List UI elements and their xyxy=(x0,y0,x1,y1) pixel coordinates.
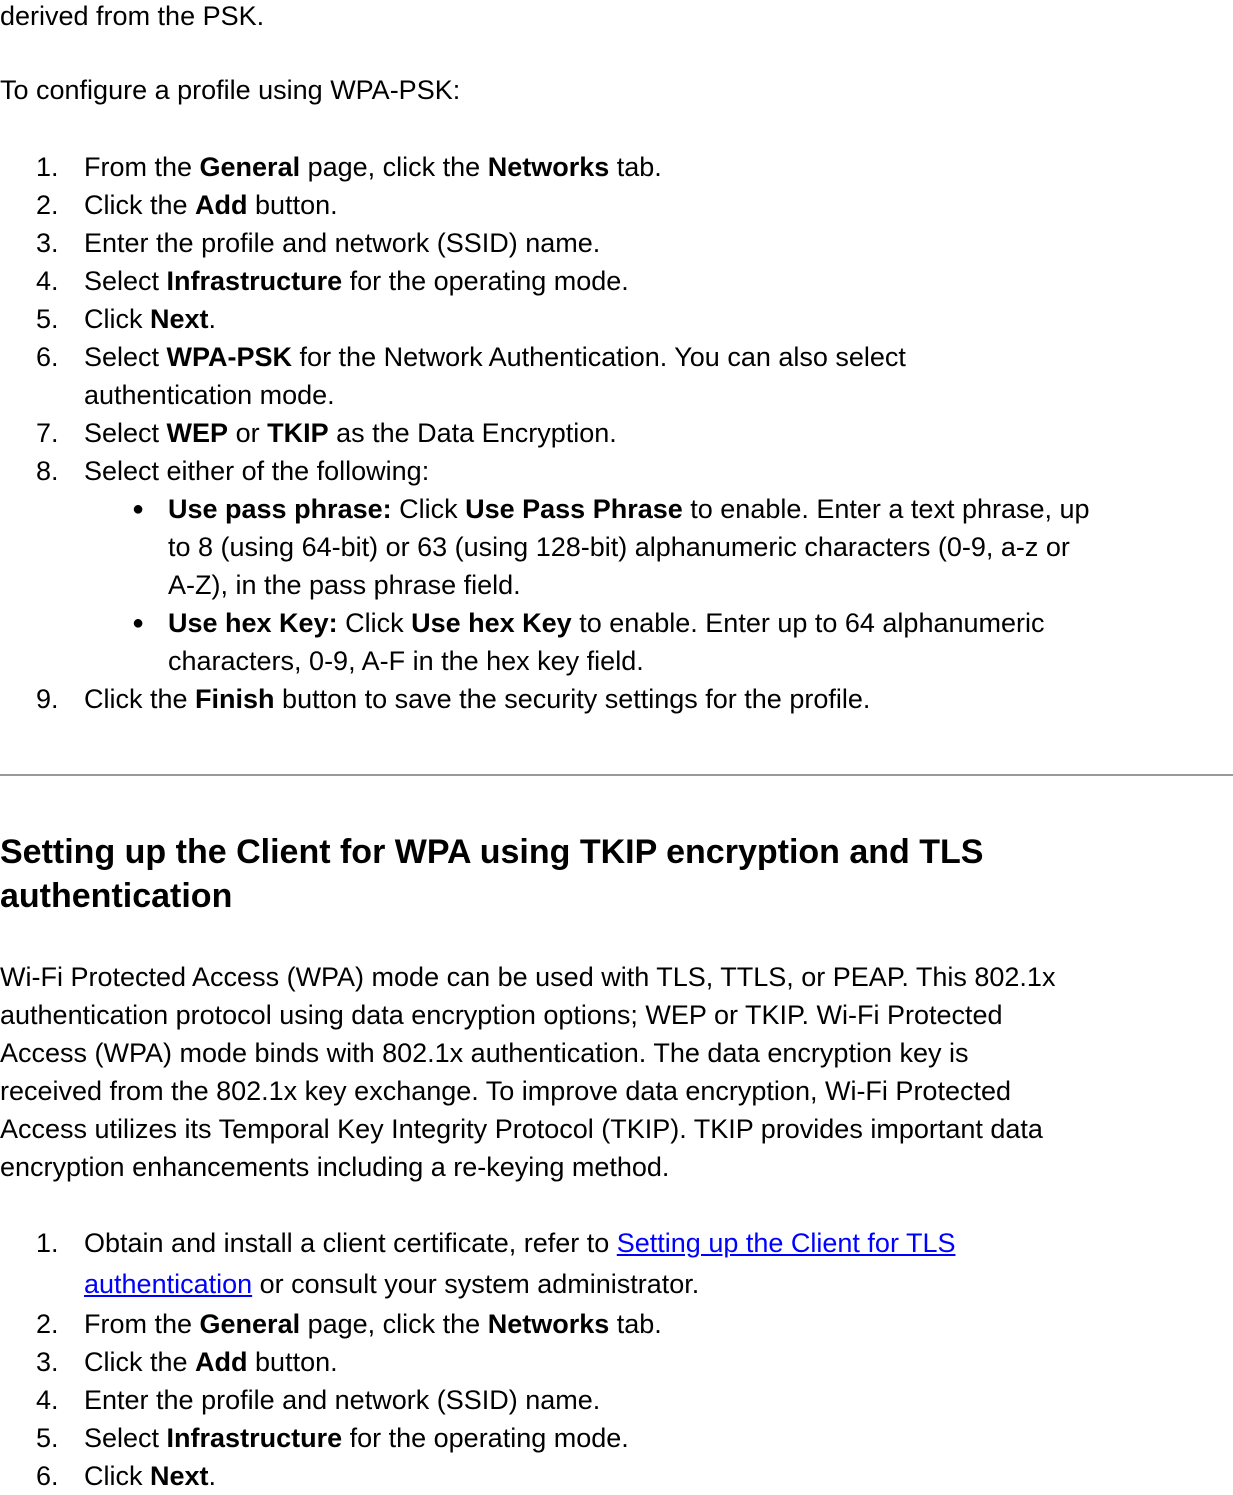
ui-term: Use hex Key: xyxy=(168,608,338,638)
ui-term: General xyxy=(199,1309,301,1339)
wpa-tls-steps xyxy=(0,1223,1233,1495)
list-item: 8. Select either of the following: ● Use pass phrase: Click Use Pass Phrase to enable. Enter a text phrase, up to 8 (using 64-bit) or 63 (using 128-bit) alphanumeric characters (0-9, a-z or A-Z), in the pass phrase field. ● Use hex Key: Click Use hex Key to enable. Enter up to 64 alphanumeric characters, 0-9, A-F in the hex key field. xyxy=(0,452,1233,680)
bullet-icon: ● xyxy=(132,498,145,520)
ui-term: Infrastructure xyxy=(166,1423,343,1453)
step-number: 5. xyxy=(36,304,59,334)
list-item: 3. Enter the profile and network (SSID) name. xyxy=(0,224,1233,262)
section-divider xyxy=(0,774,1233,776)
step-number: 1. xyxy=(36,1228,59,1258)
ui-term: Infrastructure xyxy=(166,266,343,296)
option-item: ● Use pass phrase: Click Use Pass Phrase to enable. Enter a text phrase, up to 8 (using 64-bit) or 63 (using 128-bit) alphanumeric characters (0-9, a-z or A-Z), in the pass phrase field. xyxy=(84,490,1233,604)
option-item: ● Use hex Key: Click Use hex Key to enable. Enter up to 64 alphanumeric characters, 0-9, A-F in the hex key field. xyxy=(84,604,1233,680)
step-number: 8. xyxy=(36,456,59,486)
step-number: 2. xyxy=(36,190,59,220)
step-number: 6. xyxy=(36,342,59,372)
step-number: 2. xyxy=(36,1309,59,1339)
list-item: 3. Click the Add button. xyxy=(0,1343,1233,1381)
ui-term: Add xyxy=(195,1347,248,1377)
list-item: 2. Click the Add button. xyxy=(0,186,1233,224)
step-number: 7. xyxy=(36,418,59,448)
ui-term: Finish xyxy=(195,684,275,714)
ui-term: WEP xyxy=(166,418,229,448)
list-item: 5. Select Infrastructure for the operating mode. xyxy=(0,1419,1233,1457)
list-item: 6. Click Next. xyxy=(0,1457,1233,1495)
option-list xyxy=(84,490,1233,680)
ui-term: Next xyxy=(150,1461,209,1491)
ui-term: WPA-PSK xyxy=(166,342,293,372)
section-title: Setting up the Client for WPA using TKIP encryption and TLS authentication xyxy=(0,833,984,915)
list-item: 9. Click the Finish button to save the security settings for the profile. xyxy=(0,680,1233,718)
list-item: 5. Click Next. xyxy=(0,300,1233,338)
list-item: 2. From the General page, click the Networks tab. xyxy=(0,1305,1233,1343)
list-item: 1. From the General page, click the Networks tab. xyxy=(0,148,1233,186)
intro-line: derived from the PSK. xyxy=(0,1,265,31)
list-item: 4. Select Infrastructure for the operating mode. xyxy=(0,262,1233,300)
list-item: 4. Enter the profile and network (SSID) name. xyxy=(0,1381,1233,1419)
ui-term: Networks xyxy=(487,1309,610,1339)
ui-term: Use hex Key xyxy=(411,608,572,638)
step-number: 6. xyxy=(36,1461,59,1491)
ui-term: Use pass phrase: xyxy=(168,494,392,524)
ui-term: Networks xyxy=(487,152,610,182)
step-number: 4. xyxy=(36,266,59,296)
list-item: 6. Select WPA-PSK for the Network Authentication. You can also select authentication mode. xyxy=(0,338,1233,414)
step-number: 4. xyxy=(36,1385,59,1415)
step-number: 3. xyxy=(36,228,59,258)
bullet-icon: ● xyxy=(132,612,145,634)
list-item: 7. Select WEP or TKIP as the Data Encryption. xyxy=(0,414,1233,452)
step-number: 5. xyxy=(36,1423,59,1453)
step-number: 1. xyxy=(36,152,59,182)
wpa-psk-steps xyxy=(0,148,1233,718)
ui-term: TKIP xyxy=(267,418,329,448)
ui-term: Add xyxy=(195,190,248,220)
ui-term: Next xyxy=(150,304,209,334)
section-paragraph: Wi-Fi Protected Access (WPA) mode can be used with TLS, TTLS, or PEAP. This 802.1x authentication protocol using data encryption options; WEP or TKIP. Wi-Fi Protected Access (WPA) mode binds with 802.1x authentication. The data encryption key is received from the 802.1x key exchange. To improve data encryption, Wi-Fi Protected Access utilizes its Temporal Key Integrity Protocol (TKIP). TKIP provides important data encryption enhancements including a re-keying method. xyxy=(0,962,1056,1182)
step-number: 9. xyxy=(36,684,59,714)
intro-heading-line: To configure a profile using WPA-PSK: xyxy=(0,75,461,105)
ui-term: General xyxy=(199,152,301,182)
step-number: 3. xyxy=(36,1347,59,1377)
ui-term: Use Pass Phrase xyxy=(465,494,683,524)
list-item: 1. Obtain and install a client certificate, refer to Setting up the Client for TLS authentication or consult your system administrator. xyxy=(0,1223,1233,1305)
tls-setup-link[interactable]: Setting up the Client for TLS authentication xyxy=(84,1228,956,1299)
